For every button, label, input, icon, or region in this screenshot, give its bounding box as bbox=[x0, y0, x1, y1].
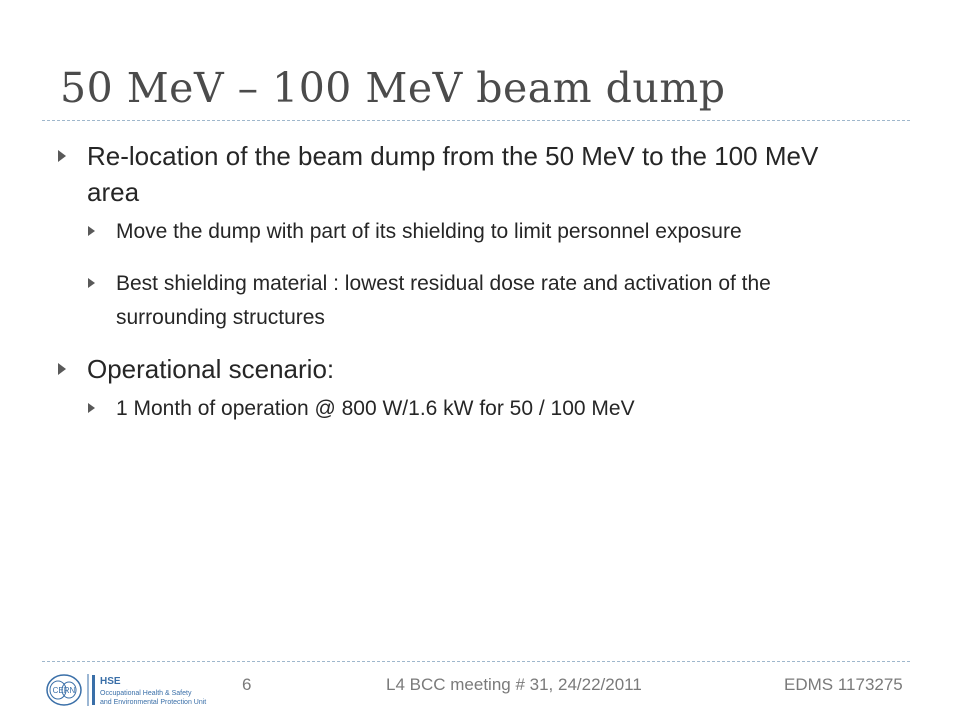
hse-unit-line2: and Environmental Protection Unit bbox=[100, 699, 207, 706]
bullet-text: Re-location of the beam dump from the 50 MeV to the 100 MeV area bbox=[87, 141, 819, 207]
sub-bullet-shielding-material bbox=[58, 267, 858, 335]
sub-bullet-text: 1 Month of operation @ 800 W/1.6 kW for 50 / 100 MeV bbox=[116, 397, 635, 420]
sub-bullet-operation-month bbox=[58, 392, 858, 426]
footer-meeting: L4 BCC meeting # 31, 24/22/2011 bbox=[386, 675, 642, 694]
hse-unit-line1: Occupational Health & Safety bbox=[100, 690, 192, 697]
bullet-operational-scenario bbox=[58, 351, 858, 387]
bullet-triangle-icon bbox=[88, 226, 95, 236]
sub-bullet-move-dump bbox=[58, 215, 858, 249]
sub-bullet-text: Move the dump with part of its shielding to limit personnel exposure bbox=[116, 220, 742, 243]
page-number: 6 bbox=[242, 675, 252, 694]
bullet-triangle-icon bbox=[58, 150, 66, 162]
bullet-relocation bbox=[58, 138, 858, 210]
bullet-triangle-icon bbox=[58, 363, 66, 375]
footer-divider bbox=[42, 661, 910, 662]
title-divider bbox=[42, 120, 910, 121]
cern-seal-text: CERN bbox=[52, 686, 76, 695]
footer-edms: EDMS 1173275 bbox=[784, 675, 903, 694]
hse-abbr: HSE bbox=[100, 676, 121, 687]
slide-title: 50 MeV – 100 MeV beam dump bbox=[60, 64, 726, 112]
bullet-text: Operational scenario: bbox=[87, 354, 335, 384]
bullet-triangle-icon bbox=[88, 403, 95, 413]
bullet-list bbox=[58, 138, 858, 426]
logo-bar-icon bbox=[92, 675, 95, 705]
bullet-triangle-icon bbox=[88, 278, 95, 288]
cern-hse-logo bbox=[42, 668, 232, 712]
sub-bullet-text: Best shielding material : lowest residual dose rate and activation of the surrounding structures bbox=[116, 272, 771, 329]
